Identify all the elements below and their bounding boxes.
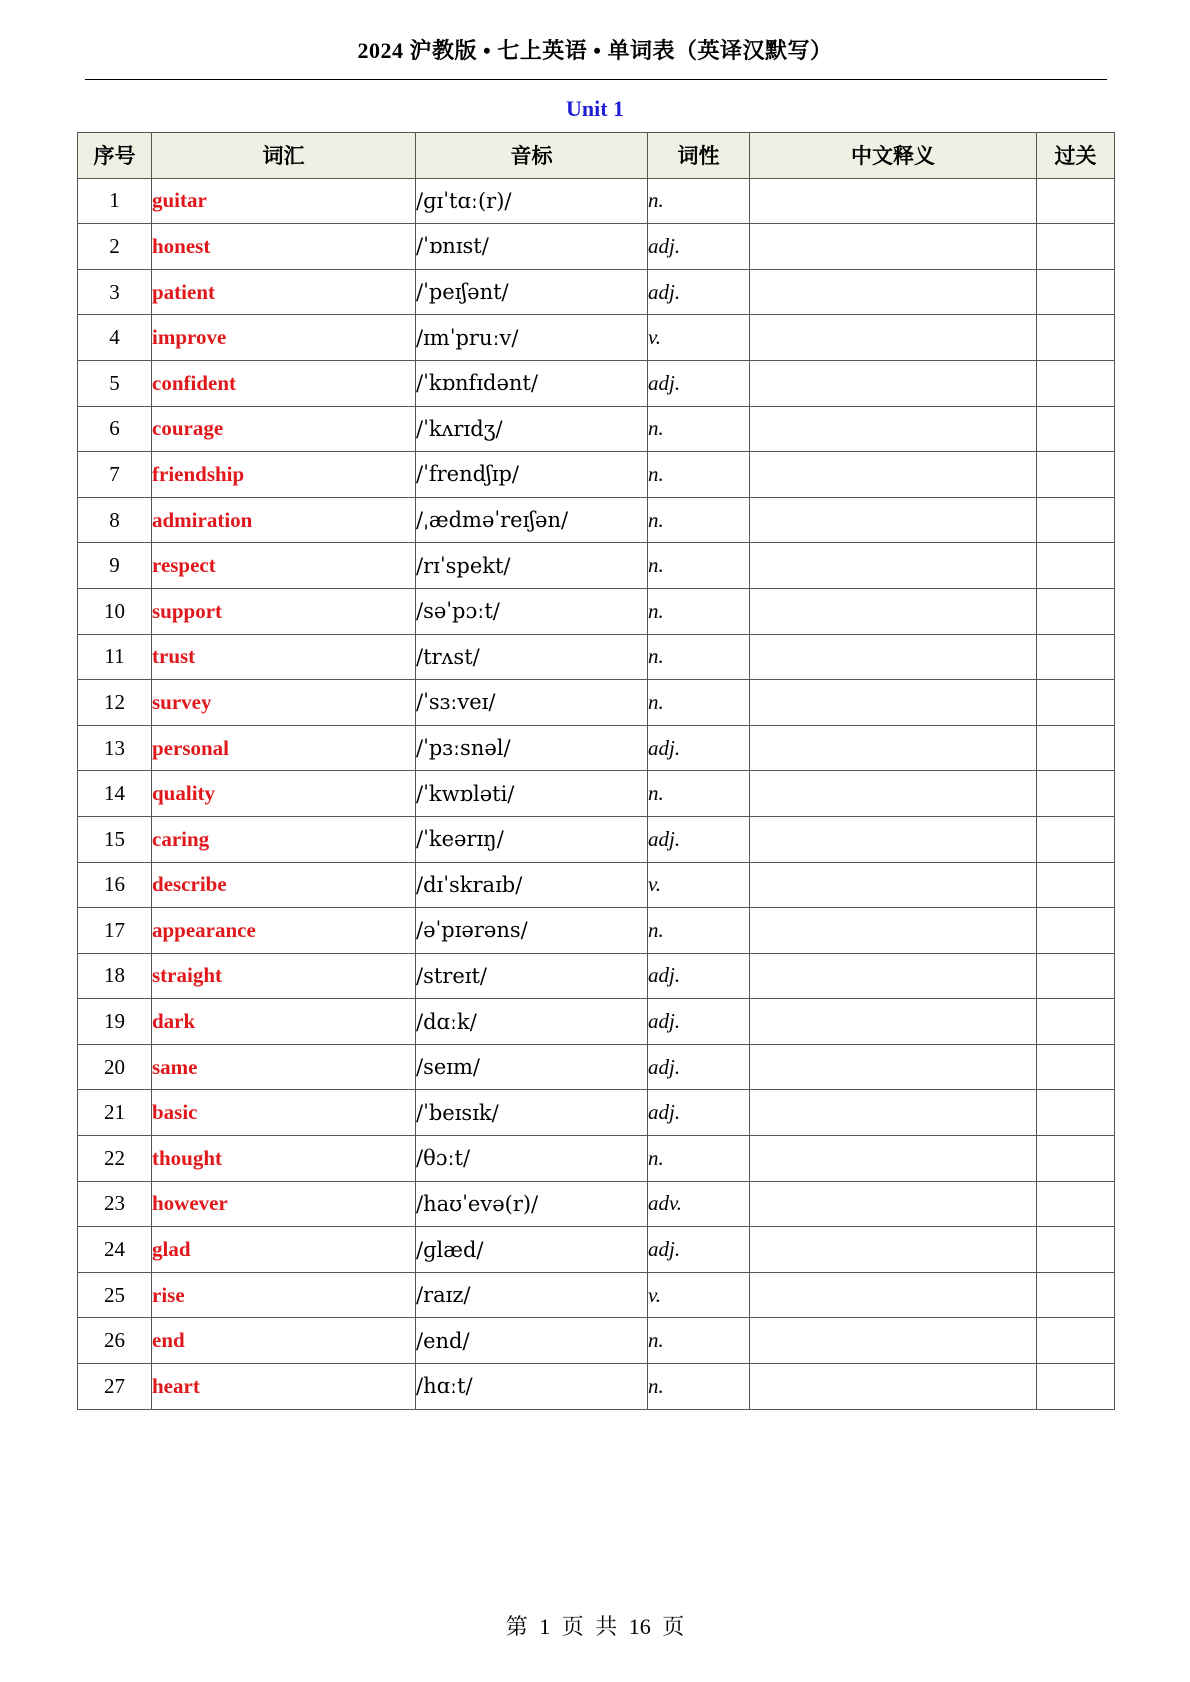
row-pass-blank[interactable] [1037,1136,1115,1182]
table-row [78,224,1115,270]
row-pos: v. [648,1272,750,1318]
row-pos: v. [648,862,750,908]
row-word: however [152,1181,416,1227]
row-pos: adj. [648,725,750,771]
row-index: 1 [78,178,152,224]
header-index: 序号 [78,133,152,179]
row-pass-blank[interactable] [1037,908,1115,954]
row-meaning-blank[interactable] [750,1136,1037,1182]
row-pass-blank[interactable] [1037,452,1115,498]
row-phonetic: /ˌædməˈreɪʃən/ [416,497,648,543]
row-phonetic: /end/ [416,1318,648,1364]
row-index: 4 [78,315,152,361]
row-phonetic: /ˈkeərɪŋ/ [416,816,648,862]
title-divider [85,79,1107,80]
row-pos: adj. [648,269,750,315]
table-row [78,725,1115,771]
row-pos: v. [648,315,750,361]
document-title: 2024 沪教版 • 七上英语 • 单词表（英译汉默写） [357,38,833,63]
row-pos: adj. [648,816,750,862]
row-index: 6 [78,406,152,452]
row-pos: n. [648,1136,750,1182]
row-meaning-blank[interactable] [750,953,1037,999]
row-pos: n. [648,406,750,452]
table-row [78,543,1115,589]
row-pos: n. [648,543,750,589]
row-index: 2 [78,224,152,270]
table-row [78,178,1115,224]
table-row [78,1136,1115,1182]
table-row [78,1090,1115,1136]
row-meaning-blank[interactable] [750,269,1037,315]
row-pos: n. [648,497,750,543]
row-index: 11 [78,634,152,680]
row-pass-blank[interactable] [1037,1318,1115,1364]
row-meaning-blank[interactable] [750,1272,1037,1318]
table-row [78,634,1115,680]
table-row [78,1044,1115,1090]
table-row [78,771,1115,817]
table-row [78,1181,1115,1227]
row-phonetic: /ˈpɜːsnəl/ [416,725,648,771]
row-meaning-blank[interactable] [750,771,1037,817]
row-pass-blank[interactable] [1037,953,1115,999]
row-index: 27 [78,1364,152,1410]
row-word: end [152,1318,416,1364]
row-meaning-blank[interactable] [750,680,1037,726]
row-meaning-blank[interactable] [750,360,1037,406]
row-word: honest [152,224,416,270]
table-row [78,1227,1115,1273]
row-meaning-blank[interactable] [750,178,1037,224]
table-row [78,1318,1115,1364]
row-phonetic: /θɔːt/ [416,1136,648,1182]
row-pos: n. [648,1364,750,1410]
vocabulary-table [77,132,1115,1410]
row-pass-blank[interactable] [1037,862,1115,908]
row-pos: adj. [648,224,750,270]
row-index: 15 [78,816,152,862]
table-row [78,406,1115,452]
row-phonetic: /ˈpeɪʃənt/ [416,269,648,315]
row-phonetic: /haʊˈevə(r)/ [416,1181,648,1227]
row-index: 21 [78,1090,152,1136]
table-row [78,588,1115,634]
row-phonetic: /səˈpɔːt/ [416,588,648,634]
row-pass-blank[interactable] [1037,588,1115,634]
row-index: 26 [78,1318,152,1364]
row-phonetic: /ˈɒnɪst/ [416,224,648,270]
row-pass-blank[interactable] [1037,315,1115,361]
row-pos: adj. [648,360,750,406]
row-phonetic: /hɑːt/ [416,1364,648,1410]
row-pass-blank[interactable] [1037,680,1115,726]
row-meaning-blank[interactable] [750,725,1037,771]
row-pass-blank[interactable] [1037,1272,1115,1318]
row-pos: n. [648,634,750,680]
row-pass-blank[interactable] [1037,269,1115,315]
row-word: straight [152,953,416,999]
row-meaning-blank[interactable] [750,497,1037,543]
row-word: rise [152,1272,416,1318]
row-index: 10 [78,588,152,634]
row-phonetic: /ˈkwɒləti/ [416,771,648,817]
row-word: personal [152,725,416,771]
row-pos: adj. [648,1227,750,1273]
row-word: dark [152,999,416,1045]
row-meaning-blank[interactable] [750,634,1037,680]
row-phonetic: /ɪmˈpruːv/ [416,315,648,361]
row-pass-blank[interactable] [1037,1044,1115,1090]
row-phonetic: /streɪt/ [416,953,648,999]
row-pos: n. [648,908,750,954]
table-row [78,953,1115,999]
header-meaning: 中文释义 [750,133,1037,179]
row-pass-blank[interactable] [1037,1090,1115,1136]
row-index: 8 [78,497,152,543]
table-row [78,269,1115,315]
row-word: basic [152,1090,416,1136]
row-index: 13 [78,725,152,771]
row-index: 9 [78,543,152,589]
row-pass-blank[interactable] [1037,406,1115,452]
row-meaning-blank[interactable] [750,224,1037,270]
row-index: 12 [78,680,152,726]
row-phonetic: /ˈbeɪsɪk/ [416,1090,648,1136]
row-pos: adj. [648,1044,750,1090]
row-word: glad [152,1227,416,1273]
table-row [78,360,1115,406]
row-word: thought [152,1136,416,1182]
row-pos: n. [648,452,750,498]
row-word: appearance [152,908,416,954]
table-row [78,680,1115,726]
row-word: respect [152,543,416,589]
page-footer: 第 1 页 共 16 页 [505,1614,685,1639]
row-pos: n. [648,588,750,634]
row-index: 20 [78,1044,152,1090]
row-meaning-blank[interactable] [750,1318,1037,1364]
row-word: patient [152,269,416,315]
row-meaning-blank[interactable] [750,1044,1037,1090]
row-meaning-blank[interactable] [750,816,1037,862]
row-word: admiration [152,497,416,543]
row-meaning-blank[interactable] [750,315,1037,361]
row-word: quality [152,771,416,817]
row-phonetic: /əˈpɪərəns/ [416,908,648,954]
row-index: 25 [78,1272,152,1318]
row-meaning-blank[interactable] [750,543,1037,589]
row-index: 22 [78,1136,152,1182]
row-pass-blank[interactable] [1037,1364,1115,1410]
table-row [78,862,1115,908]
row-word: support [152,588,416,634]
row-phonetic: /ˈkʌrɪdʒ/ [416,406,648,452]
row-pos: adj. [648,999,750,1045]
row-meaning-blank[interactable] [750,1090,1037,1136]
row-pass-blank[interactable] [1037,771,1115,817]
table-row [78,999,1115,1045]
row-word: guitar [152,178,416,224]
row-pos: n. [648,178,750,224]
row-word: same [152,1044,416,1090]
row-pos: adv. [648,1181,750,1227]
row-meaning-blank[interactable] [750,406,1037,452]
row-index: 19 [78,999,152,1045]
row-index: 23 [78,1181,152,1227]
row-word: heart [152,1364,416,1410]
row-index: 17 [78,908,152,954]
row-phonetic: /ɡɪˈtɑː(r)/ [416,178,648,224]
table-body [78,178,1115,1409]
row-word: survey [152,680,416,726]
header-pass: 过关 [1037,133,1115,179]
table-row [78,1272,1115,1318]
header-pos: 词性 [648,133,750,179]
row-pos: adj. [648,1090,750,1136]
table-row [78,315,1115,361]
row-pass-blank[interactable] [1037,999,1115,1045]
row-index: 14 [78,771,152,817]
row-pass-blank[interactable] [1037,224,1115,270]
row-phonetic: /ˈfrendʃɪp/ [416,452,648,498]
row-word: friendship [152,452,416,498]
row-pass-blank[interactable] [1037,816,1115,862]
row-pass-blank[interactable] [1037,634,1115,680]
row-meaning-blank[interactable] [750,908,1037,954]
row-pos: n. [648,1318,750,1364]
row-index: 7 [78,452,152,498]
row-meaning-blank[interactable] [750,999,1037,1045]
unit-title: Unit 1 [565,96,625,121]
row-word: caring [152,816,416,862]
row-meaning-blank[interactable] [750,588,1037,634]
row-phonetic: /ɡlæd/ [416,1227,648,1273]
row-meaning-blank[interactable] [750,1181,1037,1227]
row-word: improve [152,315,416,361]
row-index: 24 [78,1227,152,1273]
row-pos: adj. [648,953,750,999]
row-word: trust [152,634,416,680]
row-pass-blank[interactable] [1037,1181,1115,1227]
row-phonetic: /ˈsɜːveɪ/ [416,680,648,726]
row-phonetic: /seɪm/ [416,1044,648,1090]
row-phonetic: /trʌst/ [416,634,648,680]
row-index: 5 [78,360,152,406]
row-phonetic: /ˈkɒnfɪdənt/ [416,360,648,406]
row-phonetic: /raɪz/ [416,1272,648,1318]
row-word: courage [152,406,416,452]
row-pos: n. [648,680,750,726]
row-index: 16 [78,862,152,908]
row-meaning-blank[interactable] [750,452,1037,498]
row-pass-blank[interactable] [1037,360,1115,406]
row-pass-blank[interactable] [1037,725,1115,771]
table-row [78,497,1115,543]
row-pass-blank[interactable] [1037,543,1115,589]
row-phonetic: /dɑːk/ [416,999,648,1045]
row-index: 3 [78,269,152,315]
row-pass-blank[interactable] [1037,1227,1115,1273]
row-pass-blank[interactable] [1037,497,1115,543]
row-meaning-blank[interactable] [750,862,1037,908]
row-word: describe [152,862,416,908]
row-phonetic: /rɪˈspekt/ [416,543,648,589]
row-word: confident [152,360,416,406]
row-index: 18 [78,953,152,999]
table-row [78,816,1115,862]
row-pos: n. [648,771,750,817]
table-header-row [78,133,1115,179]
row-pass-blank[interactable] [1037,178,1115,224]
header-phonetic: 音标 [416,133,648,179]
header-word: 词汇 [152,133,416,179]
row-meaning-blank[interactable] [750,1227,1037,1273]
table-row [78,908,1115,954]
table-row [78,1364,1115,1410]
table-row [78,452,1115,498]
row-meaning-blank[interactable] [750,1364,1037,1410]
row-phonetic: /dɪˈskraɪb/ [416,862,648,908]
